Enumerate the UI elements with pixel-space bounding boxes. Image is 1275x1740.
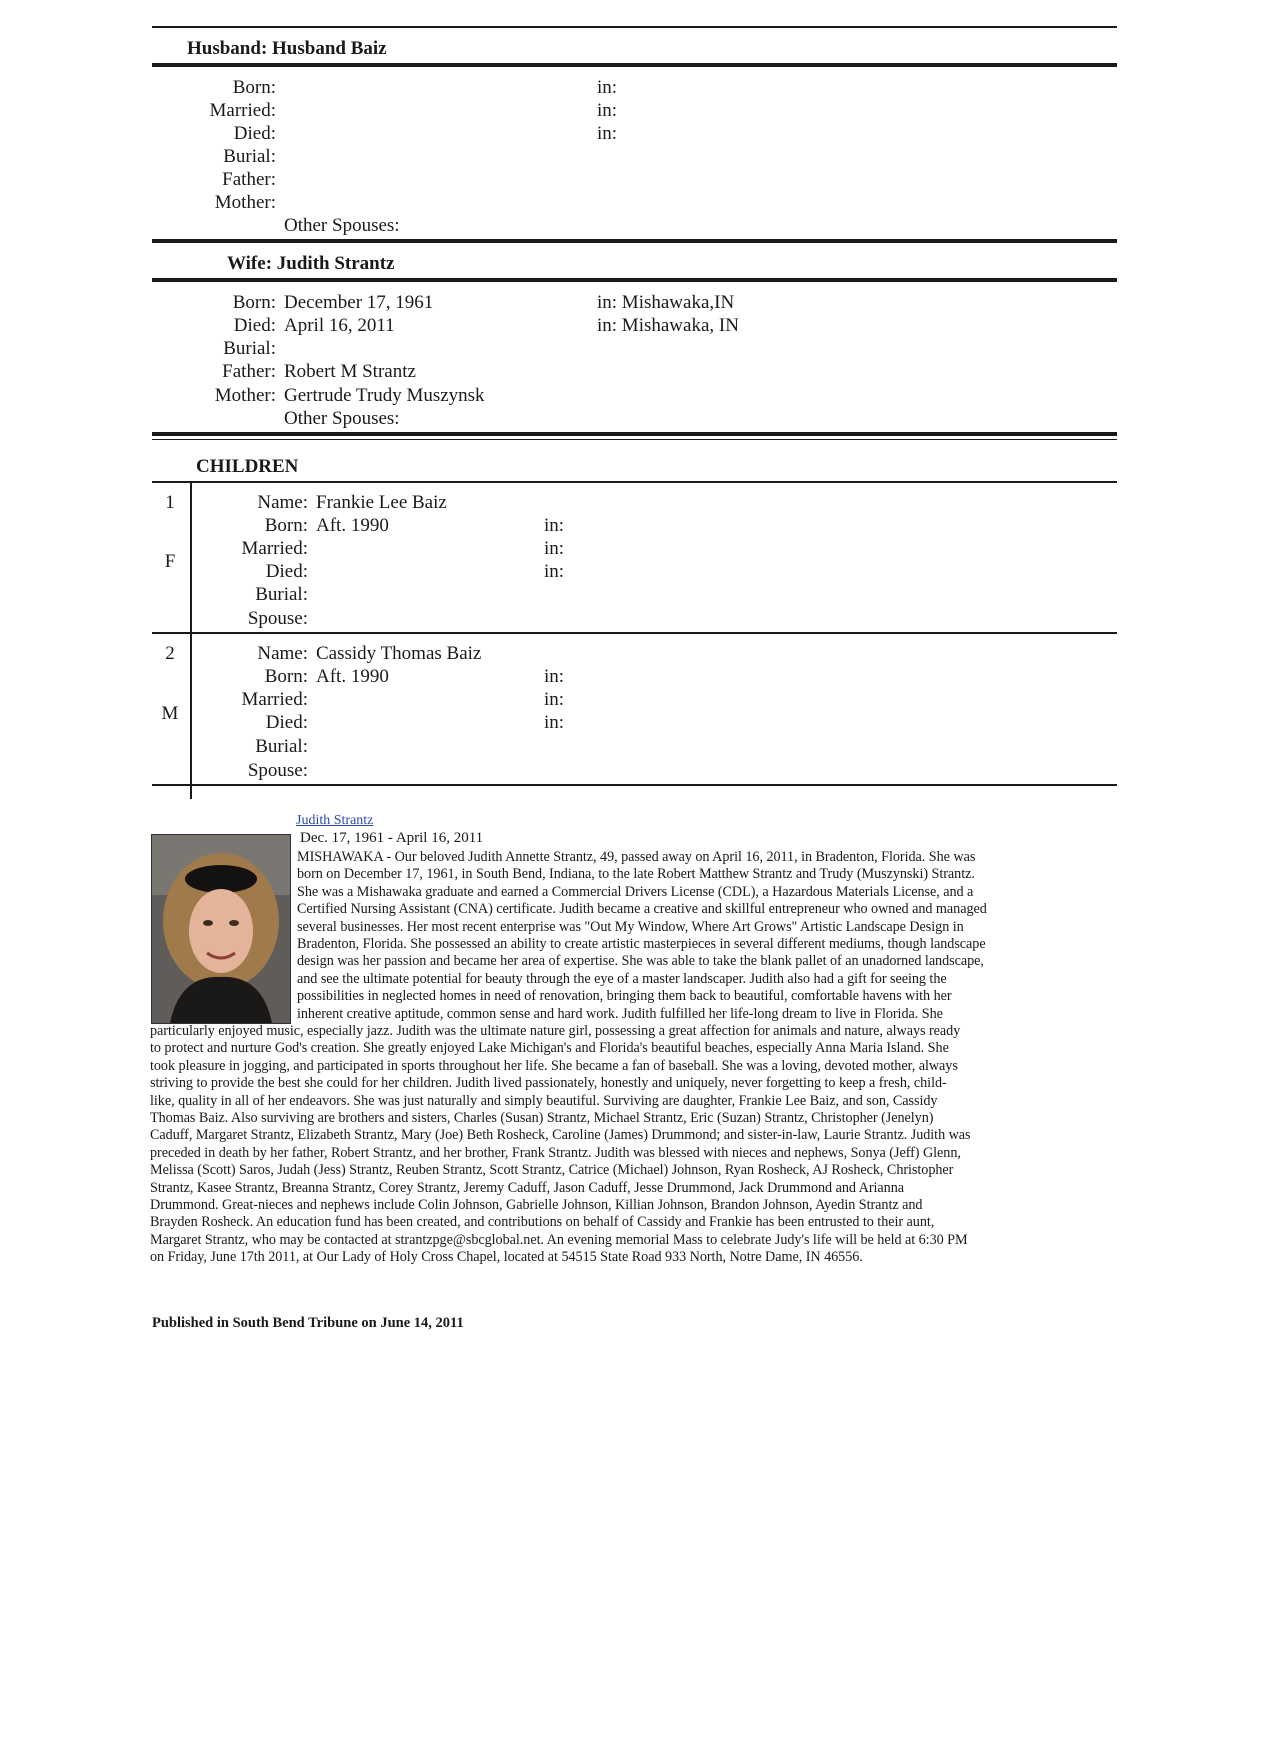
child-2-number: 2 (165, 643, 175, 664)
child-2-name-label: Name: (257, 643, 308, 664)
wife-father: Robert M Strantz (284, 361, 416, 382)
husband-married-row (170, 99, 276, 122)
child-1-died-row (200, 560, 308, 583)
obituary-line: preceded in death by her father, Robert Strantz, and her brother, Frank Strantz. Judith was blessed with nieces and nephews, Sonya (Jeff) Glenn, (150, 1144, 961, 1161)
husband-mother-label: Mother: (214, 192, 276, 213)
child-1-married-place: in: (544, 538, 565, 559)
wife-label: Wife: (227, 253, 273, 274)
child-1-born: Aft. 1990 (316, 515, 389, 536)
child-1-spouse-label: Spouse: (247, 608, 308, 629)
children-top-rule (152, 432, 1117, 436)
child-2-born-row (200, 665, 389, 688)
child-1-sex: F (164, 551, 176, 572)
husband-label: Husband: (187, 38, 268, 59)
husband-died-label: Died: (233, 123, 276, 144)
child-2-name: Cassidy Thomas Baiz (316, 643, 482, 664)
obituary-line: to protect and nurture God's creation. She greatly enjoyed Lake Michigan's and Florida's beautiful beaches, especially Anna Maria Island. She (150, 1040, 949, 1057)
children-header-rule (152, 481, 1117, 483)
child-1-burial-label: Burial: (255, 584, 308, 605)
wife-born-row (170, 291, 433, 314)
obituary-line: Melissa (Scott) Saros, Judah (Jess) Strantz, Reuben Strantz, Scott Strantz, Catrice (Michael) Johnson, Ryan Rosheck, AJ Rosheck, Christopher (150, 1162, 954, 1179)
wife-born-date: December 17, 1961 (284, 292, 434, 313)
child-1-married-row (200, 537, 308, 560)
husband-header (187, 38, 387, 60)
wife-born-label: Born: (232, 292, 276, 313)
wife-burial-label: Burial: (223, 338, 276, 359)
child-2-born-place: in: (544, 666, 565, 687)
obituary-text-right (297, 849, 1117, 1023)
child-1-born-place: in: (544, 515, 565, 536)
child-2-burial-label: Burial: (255, 736, 308, 757)
obituary-line: design was her passion and became her area of expertise. She was able to take the blank pallet of an unadorned landscape, (297, 953, 984, 970)
child-1-number: 1 (165, 492, 175, 513)
child-1-name-row (200, 491, 447, 514)
obituary-line: MISHAWAKA - Our beloved Judith Annette Strantz, 49, passed away on April 16, 2011, in Bradenton, Florida. She was (297, 849, 976, 865)
husband-name: Husband Baiz (272, 38, 387, 59)
child-bottom-rule (152, 784, 1117, 786)
portrait-image (152, 835, 290, 1023)
obituary-name-link[interactable]: Judith Strantz (296, 813, 374, 828)
wife-top-rule (152, 239, 1117, 243)
husband-burial-label: Burial: (223, 146, 276, 167)
top-rule (152, 26, 1117, 28)
husband-born-row (170, 76, 276, 99)
obituary-line: Margaret Strantz, who may be contacted at strantzpge@sbcglobal.net. An evening memorial Mass to celebrate Judy's life will be held at 6:30 PM (150, 1231, 968, 1248)
child-2-born-label: Born: (264, 666, 308, 687)
child-1-name: Frankie Lee Baiz (316, 492, 447, 513)
husband-died-row (170, 122, 276, 145)
wife-father-row (170, 360, 416, 383)
obituary-line: Bradenton, Florida. She possessed an ability to create artistic masterpieces in several different mediums, though landscape (297, 936, 986, 953)
wife-mother-row (170, 384, 485, 407)
husband-burial-row (170, 145, 276, 168)
child-2-married-row (200, 688, 308, 711)
husband-father-label: Father: (222, 169, 276, 190)
child-2-married-label: Married: (241, 689, 308, 710)
children-title: CHILDREN (196, 456, 299, 477)
wife-header (227, 253, 395, 275)
wife-died-date: April 16, 2011 (284, 315, 395, 336)
wife-burial-row (170, 337, 276, 360)
child-2-died-label: Died: (265, 712, 308, 733)
child-1-spouse-row (200, 607, 308, 630)
child-2-spouse-label: Spouse: (247, 760, 308, 781)
wife-mother: Gertrude Trudy Muszynsk (284, 385, 485, 406)
husband-born-place: in: (597, 77, 618, 98)
child-2-spouse-row (200, 759, 308, 782)
obituary-line: Thomas Baiz. Also surviving are brothers and sisters, Charles (Susan) Strantz, Michael Strantz, Eric (Suzan) Strantz, Christopher (Jenelyn) (150, 1110, 934, 1127)
child-2-died-place: in: (544, 712, 565, 733)
husband-married-place: in: (597, 100, 618, 121)
obituary-line: and see the ultimate potential for beauty through the eye of a master landscaper. Judith also had a gift for seeing the (297, 970, 947, 987)
obituary-line: striving to provide the best she could for her children. Judith lived passionately, honestly and uniquely, never forgetting to keep a fresh, child- (150, 1075, 947, 1092)
obituary-line: Certified Nursing Assistant (CNA) certificate. Judith became a creative and skillful entrepreneur who owned and managed (297, 901, 987, 918)
wife-name: Judith Strantz (276, 253, 395, 274)
obituary-line: born on December 17, 1961, in South Bend, Indiana, to the late Robert Matthew Strantz and Trudy (Muszynski) Strantz. (297, 866, 975, 883)
obituary-dates: Dec. 17, 1961 - April 16, 2011 (300, 830, 484, 846)
children-divider (190, 481, 192, 799)
husband-died-place: in: (597, 123, 618, 144)
husband-mother-row (170, 191, 276, 214)
obituary-line: Brayden Rosheck. An education fund has been created, and contributions on behalf of Cassidy and Frankie has been entrusted to their aunt, (150, 1214, 935, 1231)
child-1-born-row (200, 514, 389, 537)
children-top-rule-2 (152, 439, 1117, 440)
child-1-born-label: Born: (264, 515, 308, 536)
child-1-burial-row (200, 583, 308, 606)
husband-married-label: Married: (209, 100, 276, 121)
obituary-text-full (150, 1023, 1120, 1267)
child-1-married-label: Married: (241, 538, 308, 559)
obituary-line: like, quality in all of her endeavors. She was just naturally and simply beautiful. Surviving are daughter, Frankie Lee Baiz, and son, Cassidy (150, 1092, 938, 1109)
child-1-name-label: Name: (257, 492, 308, 513)
obituary-line: inherent creative aptitude, common sense and hard work. Judith fulfilled her life-long dream to live in Florida. She (297, 1005, 943, 1022)
obituary-line: particularly enjoyed music, especially jazz. Judith was the ultimate nature girl, possessing a great affection for animals and nature, always ready (150, 1023, 961, 1039)
wife-mother-label: Mother: (214, 385, 276, 406)
obituary-line: Drummond. Great-nieces and nephews include Colin Johnson, Gabrielle Johnson, Killian Johnson, Brandon Johnson, Ayedin Strantz and (150, 1197, 923, 1214)
husband-other-spouses: Other Spouses: (284, 215, 400, 236)
obituary-line: several businesses. Her most recent enterprise was "Out My Window, Where Art Grows" Artistic Landscape Design in (297, 918, 964, 935)
wife-died-row (170, 314, 395, 337)
wife-died-label: Died: (233, 315, 276, 336)
child-1-died-label: Died: (265, 561, 308, 582)
obituary-photo (151, 834, 291, 1024)
child-2-burial-row (200, 735, 308, 758)
child-2-died-row (200, 711, 308, 734)
obituary-line: She was a Mishawaka graduate and earned a Commercial Drivers License (CDL), a Hazardous Materials License, and a (297, 883, 974, 900)
published-note: Published in South Bend Tribune on June 14, 2011 (152, 1315, 464, 1331)
husband-born-label: Born: (232, 77, 276, 98)
wife-father-label: Father: (222, 361, 276, 382)
obituary-line: took pleasure in jogging, and participated in sports throughout her life. She became a fan of baseball. She was a loving, devoted mother, always (150, 1057, 958, 1074)
husband-rule (152, 63, 1117, 67)
wife-died-place: in: Mishawaka, IN (597, 315, 739, 336)
obituary-line: Caduff, Margaret Strantz, Elizabeth Strantz, Mary (Joe) Beth Rosheck, Caroline (James) Drummond; and sister-in-law, Laurie Strantz. Judith was (150, 1127, 971, 1144)
wife-other-spouses: Other Spouses: (284, 408, 400, 429)
obituary-line: on Friday, June 17th 2011, at Our Lady of Holy Cross Chapel, located at 54515 State Road 933 North, Notre Dame, IN 46556. (150, 1249, 863, 1266)
husband-father-row (170, 168, 276, 191)
child-2-born: Aft. 1990 (316, 666, 389, 687)
child-2-name-row (200, 642, 481, 665)
child-1-died-place: in: (544, 561, 565, 582)
child-divider-rule (152, 632, 1117, 634)
wife-rule (152, 278, 1117, 282)
child-2-married-place: in: (544, 689, 565, 710)
wife-born-place: in: Mishawaka,IN (597, 292, 735, 313)
obituary-line: Strantz, Kasee Strantz, Breanna Strantz, Corey Strantz, Jeremy Caduff, Jason Caduff, Jesse Drummond, Jack Drummond and Arianna (150, 1179, 904, 1196)
obituary-line: possibilities in neglected homes in need of renovation, bringing them back to beautiful, comfortable havens with her (297, 988, 952, 1005)
child-2-sex: M (161, 703, 179, 724)
